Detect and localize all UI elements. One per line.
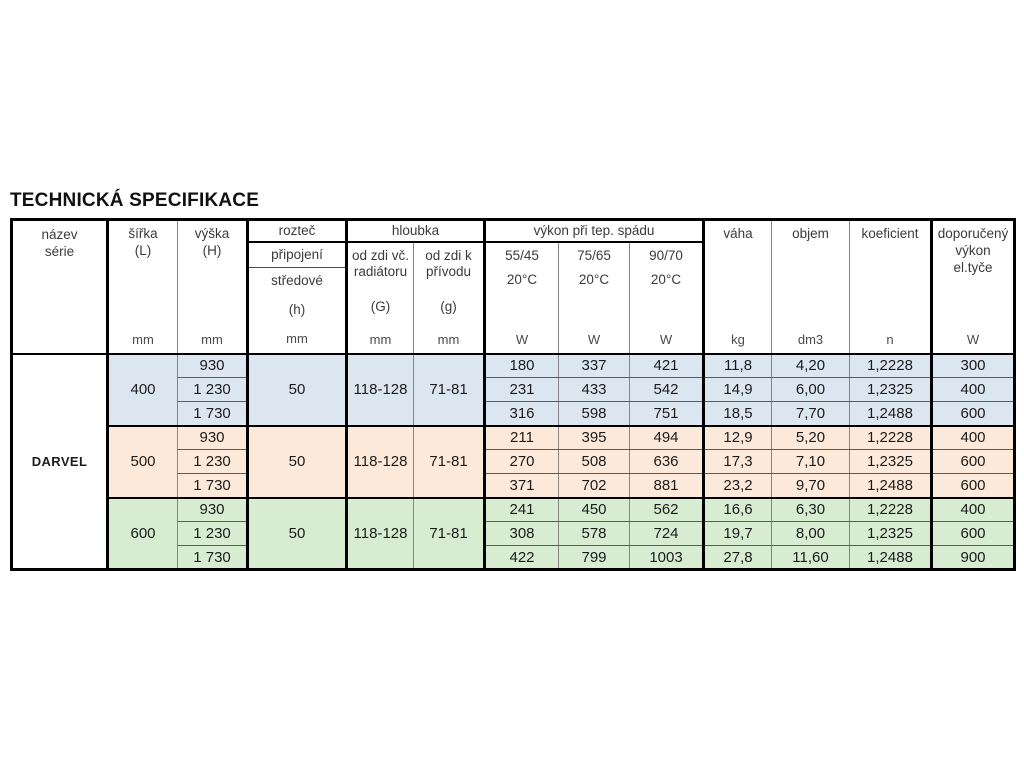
unit-label: kg — [731, 331, 745, 347]
page-title: TECHNICKÁ SPECIFIKACE — [10, 190, 260, 211]
data-cell: 598 — [559, 402, 630, 426]
cell-roztec: 50 — [248, 426, 347, 498]
cell-sirka: 400 — [108, 354, 178, 426]
header-label: objem — [792, 225, 829, 241]
cell-hloubka-p: 71-81 — [414, 498, 485, 570]
data-cell: 1003 — [630, 546, 704, 570]
header-objem — [772, 220, 850, 354]
data-cell: 270 — [485, 450, 559, 474]
data-cell: 371 — [485, 474, 559, 498]
header-label: šířka (L) — [128, 225, 158, 258]
header-sirka — [108, 220, 178, 354]
data-cell: 702 — [559, 474, 630, 498]
header-label: 20°C — [650, 271, 682, 287]
cell-roztec: 50 — [248, 498, 347, 570]
data-cell: 400 — [932, 426, 1015, 450]
header-roztec: rozteč — [248, 220, 347, 242]
data-cell: 11,60 — [772, 546, 850, 570]
data-cell: 578 — [559, 522, 630, 546]
header-label: koeficient — [861, 225, 919, 241]
data-cell: 14,9 — [704, 378, 772, 402]
header-label: (g) — [440, 298, 457, 314]
unit-label: mm — [201, 331, 223, 347]
data-cell: 6,00 — [772, 378, 850, 402]
header-label: 75/65 — [577, 247, 611, 263]
cell-hloubka-p: 71-81 — [414, 354, 485, 426]
data-cell: 562 — [630, 498, 704, 522]
data-cell: 308 — [485, 522, 559, 546]
header-pripojeni: připojení — [248, 242, 347, 268]
unit-label: W — [587, 331, 601, 347]
header-label: doporučený výkon el.tyče — [937, 225, 1009, 275]
header-label: středové — [271, 273, 323, 289]
header-od-zdi-privodu — [414, 242, 485, 354]
data-cell: 180 — [485, 354, 559, 378]
data-cell: 600 — [932, 522, 1015, 546]
data-cell: 1,2488 — [850, 546, 932, 570]
header-vaha — [704, 220, 772, 354]
header-label: 55/45 — [505, 247, 539, 263]
data-cell: 600 — [932, 474, 1015, 498]
header-label: výška (H) — [194, 225, 230, 258]
data-cell: 6,30 — [772, 498, 850, 522]
header-temp-5545 — [485, 242, 559, 354]
data-cell: 1,2325 — [850, 378, 932, 402]
data-cell: 8,00 — [772, 522, 850, 546]
cell-hloubka-g: 118-128 — [347, 498, 414, 570]
header-temp-7565 — [559, 242, 630, 354]
header-od-zdi-radiatoru — [347, 242, 414, 354]
data-cell: 600 — [932, 450, 1015, 474]
header-doporuceny — [932, 220, 1015, 354]
data-cell: 600 — [932, 402, 1015, 426]
data-cell: 1,2228 — [850, 426, 932, 450]
header-vykon: výkon při tep. spádu — [485, 220, 704, 242]
data-cell: 400 — [932, 498, 1015, 522]
data-cell: 19,7 — [704, 522, 772, 546]
unit-label: n — [886, 331, 894, 347]
data-cell: 23,2 — [704, 474, 772, 498]
cell-vyska: 1 230 — [178, 522, 248, 546]
data-cell: 27,8 — [704, 546, 772, 570]
header-vyska — [178, 220, 248, 354]
data-cell: 751 — [630, 402, 704, 426]
cell-sirka: 600 — [108, 498, 178, 570]
data-cell: 11,8 — [704, 354, 772, 378]
data-cell: 900 — [932, 546, 1015, 570]
spec-table — [10, 218, 1016, 571]
data-cell: 1,2325 — [850, 450, 932, 474]
data-cell: 1,2228 — [850, 498, 932, 522]
data-cell: 337 — [559, 354, 630, 378]
series-name: DARVEL — [31, 453, 88, 469]
data-cell: 12,9 — [704, 426, 772, 450]
data-cell: 4,20 — [772, 354, 850, 378]
cell-hloubka-p: 71-81 — [414, 426, 485, 498]
unit-label: dm3 — [797, 331, 824, 347]
cell-sirka: 500 — [108, 426, 178, 498]
cell-vyska: 930 — [178, 498, 248, 522]
header-temp-9070 — [630, 242, 704, 354]
cell-vyska: 1 730 — [178, 402, 248, 426]
cell-vyska: 1 230 — [178, 450, 248, 474]
data-cell: 231 — [485, 378, 559, 402]
data-cell: 395 — [559, 426, 630, 450]
data-cell: 1,2488 — [850, 402, 932, 426]
data-cell: 433 — [559, 378, 630, 402]
data-cell: 1,2325 — [850, 522, 932, 546]
data-cell: 17,3 — [704, 450, 772, 474]
data-cell: 300 — [932, 354, 1015, 378]
header-label: 20°C — [506, 271, 538, 287]
data-cell: 18,5 — [704, 402, 772, 426]
series-name-cell — [12, 354, 108, 570]
unit-label: W — [515, 331, 529, 347]
data-cell: 7,70 — [772, 402, 850, 426]
cell-hloubka-g: 118-128 — [347, 354, 414, 426]
header-label: 90/70 — [649, 247, 683, 263]
data-cell: 542 — [630, 378, 704, 402]
data-cell: 1,2488 — [850, 474, 932, 498]
cell-roztec: 50 — [248, 354, 347, 426]
data-cell: 7,10 — [772, 450, 850, 474]
data-cell: 241 — [485, 498, 559, 522]
data-cell: 494 — [630, 426, 704, 450]
cell-vyska: 1 230 — [178, 378, 248, 402]
data-cell: 421 — [630, 354, 704, 378]
header-label: (h) — [288, 302, 306, 318]
header-koeficient — [850, 220, 932, 354]
header-stredove — [248, 268, 347, 354]
header-label: 20°C — [578, 271, 610, 287]
data-cell: 316 — [485, 402, 559, 426]
data-cell: 211 — [485, 426, 559, 450]
data-cell: 881 — [630, 474, 704, 498]
cell-vyska: 1 730 — [178, 474, 248, 498]
header-nazev-serie — [12, 220, 108, 354]
header-label: název — [41, 226, 78, 242]
data-cell: 9,70 — [772, 474, 850, 498]
data-cell: 724 — [630, 522, 704, 546]
unit-label: mm — [132, 331, 154, 347]
unit-label: W — [966, 331, 980, 347]
data-cell: 400 — [932, 378, 1015, 402]
cell-vyska: 930 — [178, 426, 248, 450]
cell-vyska: 930 — [178, 354, 248, 378]
data-cell: 16,6 — [704, 498, 772, 522]
unit-label: mm — [437, 331, 460, 347]
header-label: od zdi k přívodu — [425, 247, 472, 280]
header-hloubka: hloubka — [347, 220, 485, 242]
cell-hloubka-g: 118-128 — [347, 426, 414, 498]
unit-label: mm — [286, 331, 308, 347]
data-cell: 450 — [559, 498, 630, 522]
unit-label: mm — [369, 331, 392, 347]
data-cell: 1,2228 — [850, 354, 932, 378]
data-cell: 799 — [559, 546, 630, 570]
cell-vyska: 1 730 — [178, 546, 248, 570]
data-cell: 422 — [485, 546, 559, 570]
header-label: váha — [723, 225, 753, 241]
data-cell: 508 — [559, 450, 630, 474]
data-cell: 636 — [630, 450, 704, 474]
header-label: (G) — [370, 298, 391, 314]
data-cell: 5,20 — [772, 426, 850, 450]
unit-label: W — [659, 331, 673, 347]
header-label: série — [44, 244, 75, 260]
header-label: od zdi vč. radiátoru — [351, 247, 410, 280]
